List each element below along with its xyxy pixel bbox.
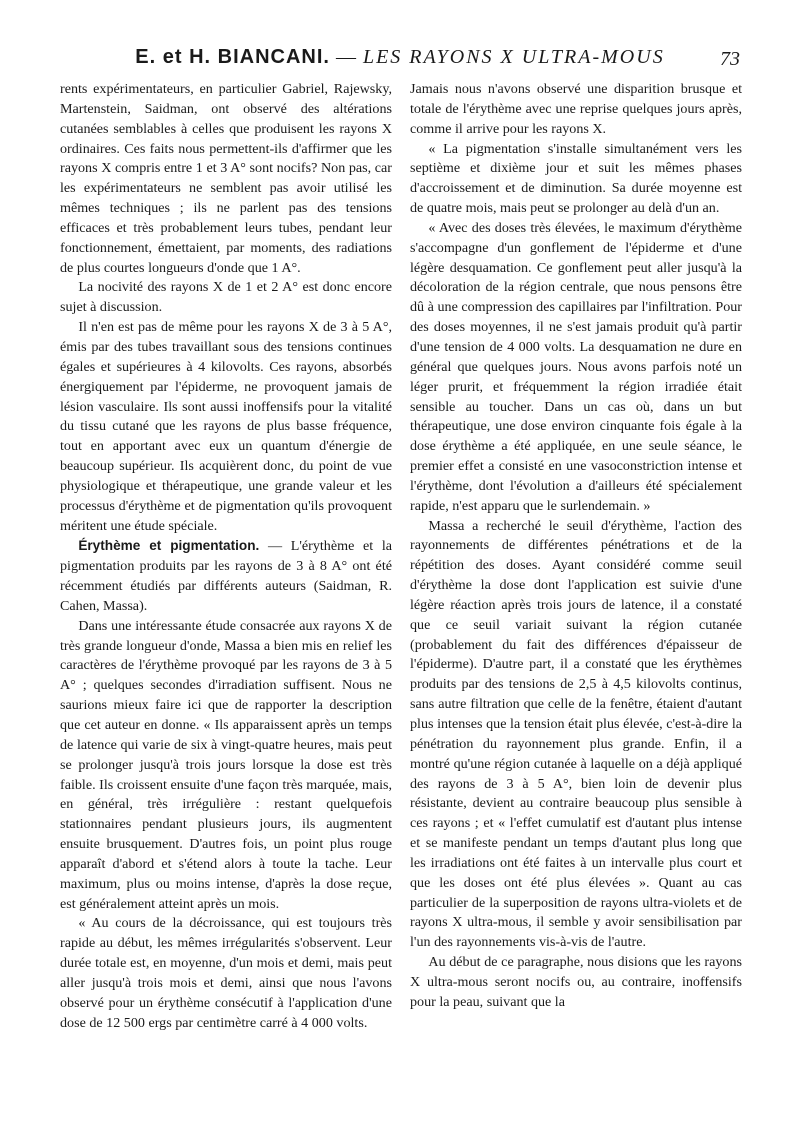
paragraph-text: L'érythème et la pigmentation produits par les rayons de 3 à 8 A° ont été récemment étudiés par différents auteurs (Saidman, R. Cahen, Massa). [60,538,392,614]
paragraph: « Au cours de la décroissance, qui est toujours très rapide au début, les mêmes irrégularités s'observent. Leur durée totale est, en moyenne, d'un mois et demi, mais peut aller jusqu'à trois mois et demi, ainsi que nous l'avons observé pour un érythème consécutif à l'application d'une dose de 12 500 ergs par centimètre carré à 4 000 volts. [60,915,392,1031]
running-header [60,46,740,74]
page-number: 73 [720,48,740,70]
header-authors: E. et H. BIANCANI. [135,46,330,68]
header-separator: — [335,46,357,68]
paragraph: Dans une intéressante étude consacrée aux rayons X de très grande longueur d'onde, Massa a bien mis en relief les caractères de l'érythème provoqué par les rayons de 3 à 5 A° ; quelques secondes d'irradiation suffisent. Nous ne saurions mieux faire ici que de rapporter la description que cet auteur en donne. « Ils apparaissent après un temps de latence qui varie de six à vingt-quatre heures, mais peut se prolonger jusqu'à trois jours lorsque la dose est très faible. Ils croissent ensuite d'une façon très marquée, mais, en général, très irrégulière : restant quelquefois stationnaires pendant plusieurs jours, ils augmentent ensuite brusquement. D'autres fois, un point plus rouge apparaît d'abord et s'étend alors à toute la tache. Leur maximum, plus ou moins intense, d'après la dose reçue, est généralement atteint après un mois. [60,617,392,912]
paragraph: La nocivité des rayons X de 1 et 2 A° est donc encore sujet à discussion. [60,279,392,316]
paragraph: Au début de ce paragraphe, nous disions que les rayons X ultra-mous seront nocifs ou, au contraire, inoffensifs pour la peau, suivant que la [410,954,742,1010]
running-title [60,46,740,69]
header-subject: LES RAYONS X ULTRA-MOUS [362,46,665,68]
section-paragraph [60,536,392,616]
left-column [60,80,392,1034]
section-heading: Érythème et pigmentation. [78,538,260,554]
right-column [410,80,742,1013]
heading-dash: — [267,538,283,555]
paragraph: rents expérimentateurs, en particulier Gabriel, Rajewsky, Martenstein, Saidman, ont observé des altérations cutanées semblables à celles que produisent les rayons X ordinaires. Ces faits nous permettent-ils d'affirmer que les rayons X compris entre 1 et 3 A° sont nocifs? Non pas, car les expérimentateurs ne semblent pas avoir utilisé les mêmes techniques ; ils ne parlent pas des tensions efficaces et très probablement leurs tubes, pendant leur fonctionnement, émettaient, par moments, des radiations de plus courtes longueurs d'onde que 1 A°. [60,81,392,276]
paragraph: Massa a recherché le seuil d'érythème, l'action des rayonnements de différentes pénétrations et de la répétition des doses. Ayant considéré comme seuil d'érythème la dose dont l'application est suivie d'une légère réaction après trois jours de latence, il a constaté que ce seuil variait suivant la région cutanée (probablement du fait des différences d'épaisseur de l'épiderme). D'autre part, il a constaté que les érythèmes produits par des tensions de 2,5 à 4,5 kilovolts continus, sans autre filtration que celle de la fenêtre, étaient d'autant plus intenses que la tension était plus élevée, c'est-à-dire la pénétration du rayonnement plus grande. Enfin, il a montré qu'une région cutanée à laquelle on a déjà appliqué des rayons de 3 à 5 A°, bien loin de devenir plus résistante, devient au contraire beaucoup plus sensible à ces rayons ; et « l'effet cumulatif est d'autant plus intense et se manifeste pendant un temps d'autant plus long que les irradiations ont été faites à un intervalle plus court et que les doses ont été plus élevées ». Quant au cas particulier de la superposition de rayons ultra-violets et de rayons X ultra-mous, il semble y avoir sensibilisation par l'un des rayonnements vis-à-vis de l'autre. [410,517,742,951]
paragraph: Il n'en est pas de même pour les rayons X de 3 à 5 A°, émis par des tubes travaillant sous des tensions continues égales et supérieures à 4 kilovolts. Ces rayons, absorbés énergiquement par l'épiderme, ne provoquent jamais de lésion vasculaire. Ils sont aussi inoffensifs pour la vitalité du tissu cutané que les rayons de plus basse fréquence, tout en apportant avec eux un quantum d'énergie de beaucoup supérieur. Ils acquièrent donc, du point de vue physiologique et thérapeutique, une grande valeur et les processus d'érythème et de pigmentation qu'ils provoquent méritent une étude spéciale. [60,319,392,534]
paragraph: Jamais nous n'avons observé une disparition brusque et totale de l'érythème avec une reprise quelques jours après, comme il arrive pour les rayons X. [410,81,742,137]
paragraph: « La pigmentation s'installe simultanément vers les septième et dixième jour et suit les mêmes phases d'accroissement et de diminution. Sa durée moyenne est de quatre mois, mais peut se prolonger au delà d'un an. [410,140,742,217]
paragraph: « Avec des doses très élevées, le maximum d'érythème s'accompagne d'un gonflement de l'épiderme et d'une légère desquamation. Ce gonflement peut aller jusqu'à la décoloration de la région centrale, que nous pensons être dû à une compression des capillaires par l'infiltration. Pour des doses moyennes, il ne s'est jamais produit qu'à partir d'une tension de 4 000 volts. La desquamation ne dure en général que quelques jours. Nous avons parfois noté un léger prurit, et fréquemment la région irradiée était sensible au toucher. Dans un cas où, dans un but thérapeutique, une dose environ cinquante fois égale à la dose érythème a été appliquée, en une seule séance, le premier effet a consisté en une vasoconstriction intense et l'érythème, dont l'évolution a d'ailleurs été spécialement rapide, n'est apparu que le surlendemain. » [410,219,742,514]
